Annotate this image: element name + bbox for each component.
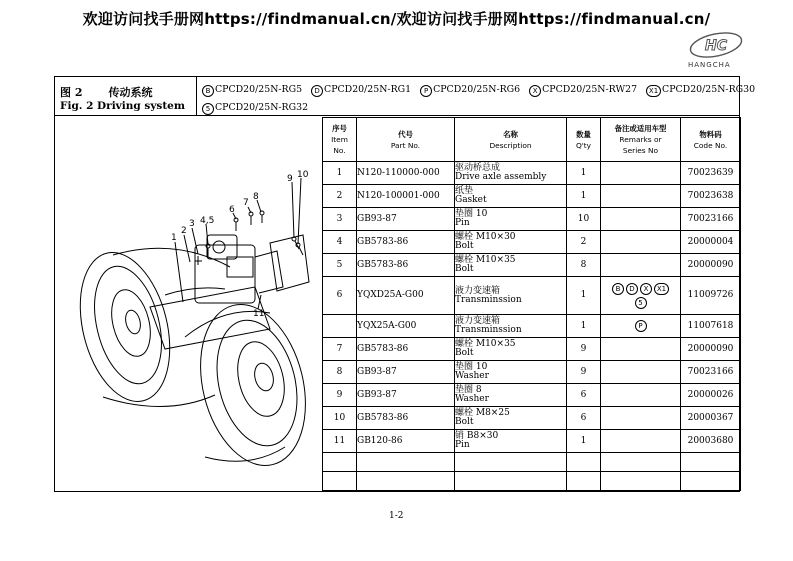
description-cell bbox=[455, 384, 567, 407]
description-cell bbox=[455, 254, 567, 277]
item-cell: 1 bbox=[323, 162, 357, 185]
item-cell: 8 bbox=[323, 361, 357, 384]
description-en: Drive axle assembly bbox=[455, 172, 547, 182]
model-item: D CPCD20/25N-RG1 bbox=[311, 84, 411, 95]
qty-cell: 1 bbox=[567, 277, 601, 315]
description-cell bbox=[455, 185, 567, 208]
qty-cell: 10 bbox=[567, 208, 601, 231]
series-marker: X1 bbox=[654, 283, 669, 295]
table-row bbox=[323, 361, 741, 384]
table-row bbox=[323, 338, 741, 361]
empty-cell bbox=[455, 453, 567, 472]
qty-cell: 1 bbox=[567, 315, 601, 338]
model-item: 5 CPCD20/25N-RG32 bbox=[202, 102, 308, 113]
part-no-cell: GB5783-86 bbox=[357, 407, 455, 430]
callout-1: 1 bbox=[171, 233, 177, 243]
table-row bbox=[323, 162, 741, 185]
description-cn: 垫圈 10 bbox=[455, 209, 488, 219]
col-remarks: 备注或适用车型 Remarks or Series No bbox=[601, 118, 681, 162]
qty-cell: 6 bbox=[567, 384, 601, 407]
table-row bbox=[323, 277, 741, 315]
model-item: B CPCD20/25N-RG5 bbox=[202, 84, 302, 95]
figure-title-en: Fig. 2 Driving system bbox=[60, 100, 185, 112]
description-cn: 液力变速箱 bbox=[455, 316, 501, 326]
qty-cell: 9 bbox=[567, 361, 601, 384]
description-cn: 驱动桥总成 bbox=[455, 163, 501, 173]
part-no-cell: N120-100001-000 bbox=[357, 185, 455, 208]
remarks-cell bbox=[601, 231, 681, 254]
empty-cell bbox=[323, 472, 357, 491]
callout-2: 2 bbox=[181, 226, 187, 236]
remarks-cell bbox=[601, 162, 681, 185]
item-cell bbox=[323, 315, 357, 338]
code-cell: 20000026 bbox=[681, 384, 741, 407]
table-row bbox=[323, 208, 741, 231]
remarks-cell bbox=[601, 407, 681, 430]
table-row bbox=[323, 384, 741, 407]
figure-title-cn: 图 2 传动系统 bbox=[60, 86, 153, 99]
description-cell bbox=[455, 407, 567, 430]
part-no-cell: N120-110000-000 bbox=[357, 162, 455, 185]
model-item: P CPCD20/25N-RG6 bbox=[420, 84, 520, 95]
qty-cell: 1 bbox=[567, 185, 601, 208]
remarks-cell bbox=[601, 361, 681, 384]
part-no-cell: GB5783-86 bbox=[357, 338, 455, 361]
description-en: Pin bbox=[455, 218, 470, 228]
part-no-cell: GB120-86 bbox=[357, 430, 455, 453]
callout-11: 11 bbox=[253, 309, 265, 319]
table-row bbox=[323, 185, 741, 208]
series-marker: 5 bbox=[635, 297, 647, 309]
description-cell bbox=[455, 338, 567, 361]
qty-cell: 2 bbox=[567, 231, 601, 254]
item-cell: 2 bbox=[323, 185, 357, 208]
parts-table bbox=[322, 117, 741, 491]
item-cell: 5 bbox=[323, 254, 357, 277]
callout-8: 8 bbox=[253, 192, 259, 202]
description-cell bbox=[455, 315, 567, 338]
description-cn: 螺栓 M10×35 bbox=[455, 255, 516, 265]
code-cell: 70023166 bbox=[681, 361, 741, 384]
remarks-cell bbox=[601, 430, 681, 453]
empty-cell bbox=[567, 472, 601, 491]
code-cell: 70023638 bbox=[681, 185, 741, 208]
model-line-2 bbox=[202, 102, 308, 115]
description-en: Washer bbox=[455, 371, 489, 381]
page-number: 1-2 bbox=[389, 511, 404, 521]
description-en: Pin bbox=[455, 440, 470, 450]
table-row bbox=[323, 254, 741, 277]
description-cn: 螺栓 M10×30 bbox=[455, 232, 516, 242]
part-no-cell: YQX25A-G00 bbox=[357, 315, 455, 338]
table-row bbox=[323, 407, 741, 430]
code-cell: 70023166 bbox=[681, 208, 741, 231]
qty-cell: 9 bbox=[567, 338, 601, 361]
callout-9: 9 bbox=[287, 174, 293, 184]
remarks-cell bbox=[601, 254, 681, 277]
empty-cell bbox=[323, 453, 357, 472]
empty-cell bbox=[357, 472, 455, 491]
description-cn: 销 B8×30 bbox=[455, 431, 499, 441]
series-marker: D bbox=[626, 283, 638, 295]
empty-cell bbox=[357, 453, 455, 472]
qty-cell: 6 bbox=[567, 407, 601, 430]
description-en: Bolt bbox=[455, 417, 474, 427]
description-cn: 螺栓 M10×35 bbox=[455, 339, 516, 349]
description-cell bbox=[455, 162, 567, 185]
empty-cell bbox=[681, 472, 741, 491]
callout-7: 7 bbox=[243, 198, 249, 208]
item-cell: 9 bbox=[323, 384, 357, 407]
code-cell: 20000004 bbox=[681, 231, 741, 254]
hangcha-logo bbox=[686, 30, 746, 64]
col-code: 物料码 Code No. bbox=[681, 118, 741, 162]
model-item: X CPCD20/25N-RW27 bbox=[529, 84, 637, 95]
remarks-cell bbox=[601, 185, 681, 208]
part-no-cell: GB93-87 bbox=[357, 361, 455, 384]
drive-system-illustration bbox=[55, 117, 321, 491]
qty-cell: 1 bbox=[567, 430, 601, 453]
series-marker: B bbox=[612, 283, 624, 295]
model-item: X1 CPCD20/25N-RG30 bbox=[646, 84, 755, 95]
col-description: 名称 Description bbox=[455, 118, 567, 162]
empty-cell bbox=[681, 453, 741, 472]
empty-cell bbox=[455, 472, 567, 491]
series-marker: P bbox=[635, 320, 647, 332]
description-cell bbox=[455, 430, 567, 453]
col-item: 序号 Item No. bbox=[323, 118, 357, 162]
code-cell: 11007618 bbox=[681, 315, 741, 338]
description-cn: 螺栓 M8×25 bbox=[455, 408, 510, 418]
remarks-cell bbox=[601, 208, 681, 231]
description-cell bbox=[455, 277, 567, 315]
description-cell bbox=[455, 361, 567, 384]
code-cell: 20000367 bbox=[681, 407, 741, 430]
description-en: Bolt bbox=[455, 264, 474, 274]
description-en: Transminssion bbox=[455, 294, 522, 305]
callout-4-5: 4,5 bbox=[200, 216, 215, 226]
watermark-banner: 欢迎访问找手册网https://findmanual.cn/欢迎访问找手册网https://findmanual.cn/ bbox=[82, 10, 711, 28]
part-no-cell: YQXD25A-G00 bbox=[357, 277, 455, 315]
table-row bbox=[323, 430, 741, 453]
svg-text:HC: HC bbox=[705, 38, 727, 54]
description-en: Gasket bbox=[455, 195, 487, 205]
part-no-cell: GB5783-86 bbox=[357, 254, 455, 277]
item-cell: 4 bbox=[323, 231, 357, 254]
qty-cell: 8 bbox=[567, 254, 601, 277]
empty-row bbox=[323, 453, 741, 472]
remarks-cell bbox=[601, 384, 681, 407]
qty-cell: 1 bbox=[567, 162, 601, 185]
col-qty: 数量 Q'ty bbox=[567, 118, 601, 162]
empty-row bbox=[323, 472, 741, 491]
description-cn: 液力变速箱 bbox=[455, 285, 501, 296]
remarks-cell bbox=[601, 277, 681, 315]
callout-3: 3 bbox=[189, 219, 195, 229]
logo-wordmark: HANGCHA bbox=[688, 61, 731, 69]
item-cell: 11 bbox=[323, 430, 357, 453]
item-cell: 6 bbox=[323, 277, 357, 315]
description-cn: 垫圈 8 bbox=[455, 385, 482, 395]
part-no-cell: GB93-87 bbox=[357, 384, 455, 407]
series-marker: X bbox=[640, 283, 652, 295]
item-cell: 3 bbox=[323, 208, 357, 231]
model-line-1 bbox=[202, 84, 755, 97]
empty-cell bbox=[601, 453, 681, 472]
empty-cell bbox=[567, 453, 601, 472]
code-cell: 70023639 bbox=[681, 162, 741, 185]
description-cell bbox=[455, 208, 567, 231]
callout-10: 10 bbox=[297, 170, 309, 180]
callout-6: 6 bbox=[229, 205, 235, 215]
item-cell: 7 bbox=[323, 338, 357, 361]
description-cell bbox=[455, 231, 567, 254]
remarks-cell bbox=[601, 315, 681, 338]
code-cell: 20000090 bbox=[681, 338, 741, 361]
description-en: Bolt bbox=[455, 348, 474, 358]
table-row bbox=[323, 231, 741, 254]
remarks-cell bbox=[601, 338, 681, 361]
code-cell: 20000090 bbox=[681, 254, 741, 277]
description-cn: 垫圈 10 bbox=[455, 362, 488, 372]
code-cell: 11009726 bbox=[681, 277, 741, 315]
description-en: Bolt bbox=[455, 241, 474, 251]
col-part-no: 代号 Part No. bbox=[357, 118, 455, 162]
empty-cell bbox=[601, 472, 681, 491]
code-cell: 20003680 bbox=[681, 430, 741, 453]
part-no-cell: GB5783-86 bbox=[357, 231, 455, 254]
description-cn: 纸垫 bbox=[455, 186, 474, 196]
table-row bbox=[323, 315, 741, 338]
item-cell: 10 bbox=[323, 407, 357, 430]
description-en: Transminssion bbox=[455, 325, 522, 335]
description-en: Washer bbox=[455, 394, 489, 404]
part-no-cell: GB93-87 bbox=[357, 208, 455, 231]
